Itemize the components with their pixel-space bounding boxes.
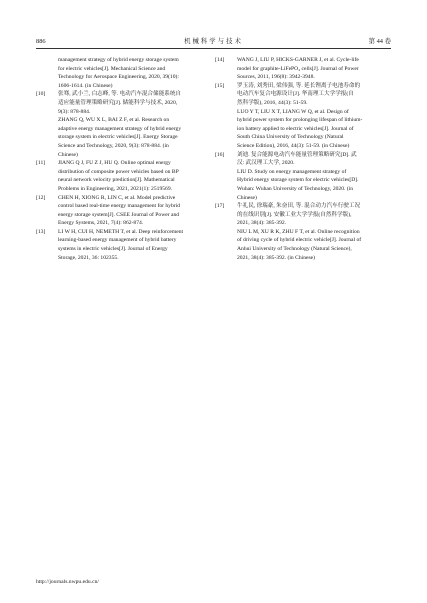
reference-number: [16] — [215, 151, 225, 158]
header-rule — [36, 48, 391, 49]
reference-line: control based real-time energy management for hybrid — [58, 203, 180, 210]
reference-line: model for graphite-LiFePO₄ cells[J]. Journal of Power — [237, 65, 359, 72]
reference-number: [15] — [215, 82, 225, 89]
reference-line: neural network velocity prediction[J]. Mathematical — [58, 177, 175, 184]
volume-label: 第 44 卷 — [368, 38, 391, 45]
reference-line: 2021, 38(4): 385-392. — [237, 220, 287, 227]
reference-entry — [215, 202, 391, 262]
reference-line: NIU L M, XU R K, ZHU F T, et al. Online recognition — [237, 228, 360, 235]
reference-entry — [36, 194, 212, 228]
reference-line: LIU D. Study on energy management strategy of — [237, 168, 347, 175]
reference-line: storage system in electric vehicles[J]. Energy Storage — [58, 134, 178, 141]
reference-line: 罗玉涛, 刘秀田, 梁伟强, 等. 延长锂离子电池寿命的 — [237, 82, 361, 89]
reference-entry — [215, 82, 391, 151]
reference-entry — [36, 228, 212, 262]
reference-line: 1606-1614. (in Chinese) — [58, 82, 113, 89]
reference-number: [13] — [36, 228, 46, 235]
reference-line: energy storage system[J]. CSEE Journal of Power and — [58, 211, 180, 218]
reference-line: systems in electric vehicles[J]. Journal of Energy — [58, 246, 168, 253]
reference-line: hybrid power system for prolonging lifespan of lithium- — [237, 117, 363, 124]
reference-line: ZHANG Q, WU X L, BAI Z F, et al. Research on — [58, 117, 170, 124]
reference-line: 张骞, 武小兰, 白志峰, 等. 电动汽车混合储能系统自 — [58, 91, 182, 98]
reference-line: 刘迪. 复合能源电动汽车能量管理策略研究[D]. 武 — [237, 151, 357, 158]
reference-line: adaptive energy management strategy of hybrid energy — [58, 125, 182, 132]
page-header — [36, 36, 391, 48]
page-number: 886 — [36, 38, 46, 45]
left-column-references — [36, 56, 212, 262]
reference-line: JIANG Q J, FU Z J, HU Q. Online optimal energy — [58, 160, 171, 167]
reference-line: for electric vehicles[J]. Mechanical Science and — [58, 65, 166, 72]
reference-number: [10] — [36, 91, 46, 98]
reference-line: LI W H, CUI H, NEMETH T, et al. Deep reinforcement — [58, 228, 184, 235]
reference-line: LUO Y T, LIU X T, LIANG W Q, et al. Design of — [237, 108, 349, 115]
reference-line: of driving cycle of hybrid electric vehicle[J]. Journal of — [237, 237, 362, 244]
reference-line: ion battery applied to electric vehicles[J]. Journal of — [237, 125, 354, 132]
journal-url-footer[interactable]: http://journals.nwpu.edu.cn/ — [36, 579, 99, 585]
reference-line: Energy Systems, 2021, 7(4): 862-874. — [58, 220, 144, 227]
reference-line: Storage, 2021, 36: 102355. — [58, 254, 119, 261]
reference-entry — [215, 151, 391, 203]
reference-line: Anhui University of Technology (Natural Science), — [237, 246, 352, 253]
reference-number: [14] — [215, 57, 225, 63]
reference-number: [11] — [36, 160, 46, 167]
reference-line: Sources, 2011, 196(8): 3942-3948. — [237, 74, 315, 81]
reference-entry — [36, 159, 212, 193]
reference-line: Chinese) — [58, 151, 78, 158]
reference-line: 牛礼民, 徐瑞豪, 朱奋田, 等. 混合动力汽车行驶工况 — [237, 203, 361, 210]
reference-line: 然科学版), 2016, 44(3): 51-59. — [237, 99, 308, 106]
reference-line: WANG J, LIU P, HICKS-GARNER J, et al. Cycle-life — [237, 57, 359, 63]
reference-entry — [36, 90, 212, 159]
reference-entry — [36, 56, 212, 90]
reference-line: Wuhan: Wuhan University of Technology, 2020. (in — [237, 185, 354, 192]
reference-line: South China University of Technology (Natural — [237, 134, 344, 141]
reference-line: learning-based energy management of hybrid battery — [58, 237, 177, 244]
reference-line: distribution of composite power vehicles based on BP — [58, 168, 179, 175]
reference-line: management strategy of hybrid energy storage system — [58, 57, 179, 63]
reference-line: CHEN H, XIONG R, LIN C, et al. Model predictive — [58, 194, 176, 201]
reference-line: Science and Technology, 2020, 9(3): 878-884. (in — [58, 142, 169, 149]
reference-line: Hybrid energy storage system for electric vehicles[D]. — [237, 177, 359, 184]
reference-line: 适应能量管理策略研究[J]. 储能科学与技术, 2020, — [58, 99, 178, 106]
reference-line: Technology for Aerospace Engineering, 2020, 39(10): — [58, 74, 179, 81]
reference-entry — [215, 56, 391, 82]
reference-line: Chinese) — [237, 194, 257, 201]
journal-title: 机械科学与技术 — [184, 38, 243, 45]
reference-line: 的在线识别[J]. 安徽工业大学学报(自然科学版), — [237, 211, 352, 218]
reference-number: [17] — [215, 203, 225, 210]
reference-line: 9(3): 878-884. — [58, 108, 91, 115]
reference-number: [12] — [36, 194, 46, 201]
reference-line: 汉: 武汉理工大学, 2020. — [237, 160, 295, 167]
reference-line: Science Edition), 2016, 44(3): 51-59. (in Chinese) — [237, 142, 350, 149]
reference-line: 2021, 38(4): 385-392. (in Chinese) — [237, 254, 315, 261]
reference-line: 电动汽车复合电源设计[J]. 华南理工大学学报(自 — [237, 91, 354, 98]
reference-line: Problems in Engineering, 2021, 2021(1): 2519569. — [58, 185, 173, 192]
right-column-references — [215, 56, 391, 262]
